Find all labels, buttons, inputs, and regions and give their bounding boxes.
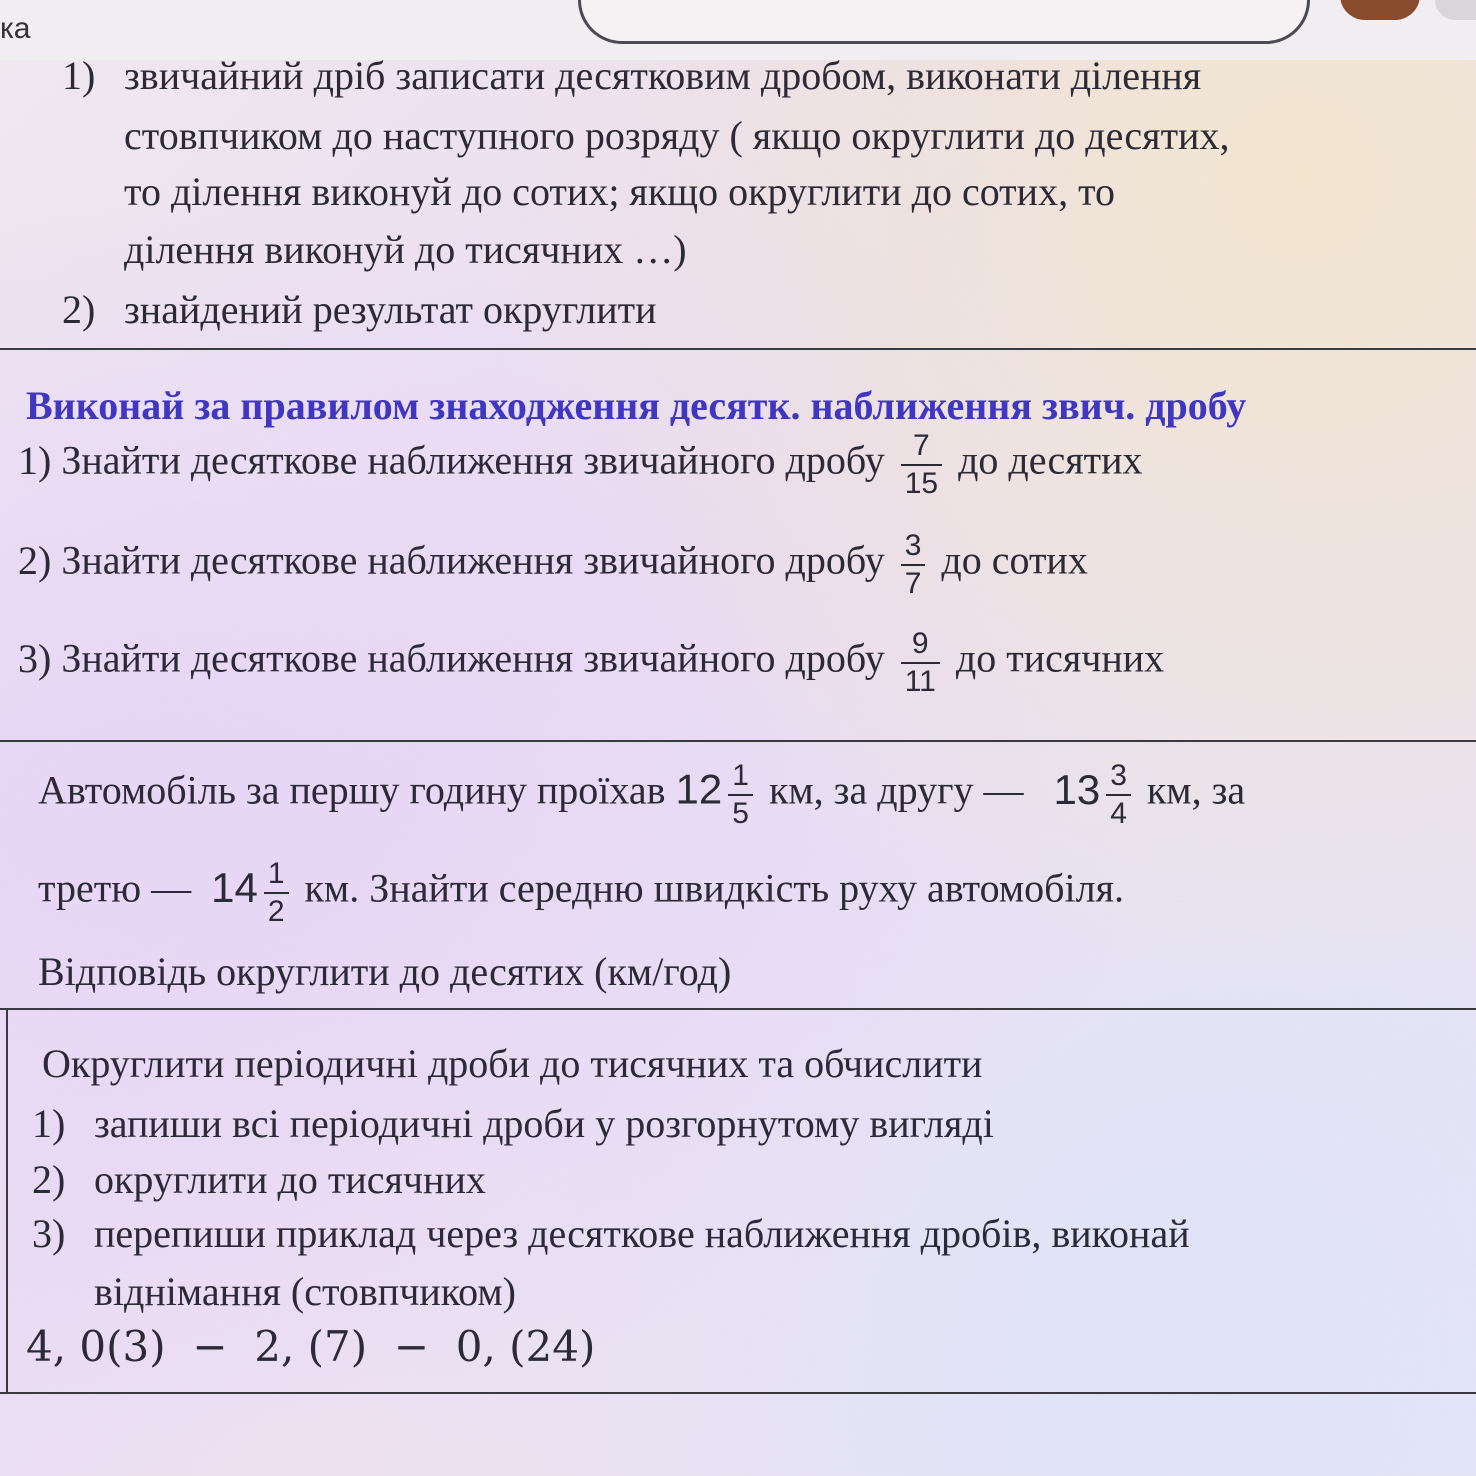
exercise-1-task-1 <box>18 430 1143 499</box>
exercise-2-line-2 <box>38 858 1124 927</box>
exercise-3-heading: Округлити періодичні дроби до тисячних та обчислити <box>42 1041 983 1086</box>
task-text: Знайти десяткове наближення звичайного дробу <box>61 537 885 583</box>
exercise-1-task-2 <box>18 530 1088 599</box>
rule-item-1-number: 1) <box>62 53 96 98</box>
mixed-number-whole: 14 <box>211 863 258 911</box>
denominator: 15 <box>901 464 942 500</box>
numerator: 1 <box>732 759 749 792</box>
fraction <box>264 858 289 927</box>
numerator: 9 <box>911 627 929 660</box>
fraction <box>901 530 926 599</box>
exercise-3-item-3-line-1: перепиши приклад через десяткове наближення дробів, виконай <box>94 1211 1190 1256</box>
task-text: Знайти десяткове наближення звичайного дробу <box>61 635 885 681</box>
exercise-2-line-3: Відповідь округлити до десятих (км/год) <box>38 949 732 994</box>
task-suffix: до тисячних <box>955 635 1165 681</box>
divider <box>0 1392 1476 1394</box>
text-segment: км, за <box>1146 767 1246 813</box>
exercise-3-item-1: запиши всі періодичні дроби у розгорнутому вигляді <box>94 1101 994 1146</box>
rule-item-1-line-3: то ділення виконуй до сотих; якщо округлити до сотих, то <box>124 169 1116 214</box>
expression: 4, 0(3) − 2, (7) − 0, (24) <box>26 1322 596 1371</box>
browser-tab-title[interactable]: ка <box>0 12 31 45</box>
numerator: 3 <box>904 529 922 562</box>
text-segment: км, за другу — <box>768 767 1024 813</box>
fraction <box>728 760 753 829</box>
task-text: Знайти десяткове наближення звичайного дробу <box>61 437 885 483</box>
rule-item-2-line: знайдений результат округлити <box>124 287 657 332</box>
text-segment: Автомобіль за першу годину проїхав <box>38 767 666 813</box>
rule-item-1-line-4: ділення виконуй до тисячних …) <box>124 227 687 272</box>
text-segment: км. Знайти середню швидкість руху автомобіля. <box>304 865 1124 911</box>
exercise-1-task-3 <box>18 628 1164 697</box>
exercise-3-item-1-number: 1) <box>32 1101 66 1146</box>
denominator: 4 <box>1106 794 1131 830</box>
exercise-3-item-3-line-2: віднімання (стовпчиком) <box>94 1269 516 1314</box>
mixed-number-whole: 12 <box>675 765 723 813</box>
exercise-3-item-3-number: 3) <box>32 1211 66 1256</box>
denominator: 11 <box>901 662 940 698</box>
task-suffix: до сотих <box>941 537 1088 583</box>
mixed-number-whole: 13 <box>1053 765 1101 813</box>
divider <box>0 740 1476 742</box>
exercise-3-item-2-number: 2) <box>32 1157 66 1202</box>
numerator: 1 <box>267 857 285 890</box>
rule-item-1-line-1: звичайний дріб записати десятковим дробом, виконати ділення <box>124 53 1202 98</box>
text-segment: третю — <box>38 865 192 911</box>
divider <box>0 348 1476 350</box>
denominator: 2 <box>264 892 289 928</box>
task-number: 2) <box>18 537 52 583</box>
exercise-1-heading: Виконай за правилом знаходження десятк. наближення звич. дробу <box>26 383 1247 428</box>
rule-item-1-line-2: стовпчиком до наступного розряду ( якщо округлити до десятих, <box>124 113 1230 158</box>
rule-item-2-number: 2) <box>62 287 96 332</box>
numerator: 3 <box>1110 759 1127 792</box>
denominator: 7 <box>901 564 926 600</box>
exercise-3-item-2: округлити до тисячних <box>94 1157 486 1202</box>
fraction <box>901 628 940 697</box>
border-left <box>6 1008 8 1393</box>
numerator: 7 <box>913 429 930 462</box>
search-bar[interactable] <box>578 0 1310 44</box>
task-number: 3) <box>18 635 52 681</box>
task-suffix: до десятих <box>958 437 1143 483</box>
exercise-2-line-1 <box>38 760 1245 829</box>
task-number: 1) <box>18 437 52 483</box>
fraction <box>1106 760 1131 829</box>
fraction <box>901 430 942 499</box>
divider <box>0 1008 1476 1010</box>
denominator: 5 <box>728 794 753 830</box>
